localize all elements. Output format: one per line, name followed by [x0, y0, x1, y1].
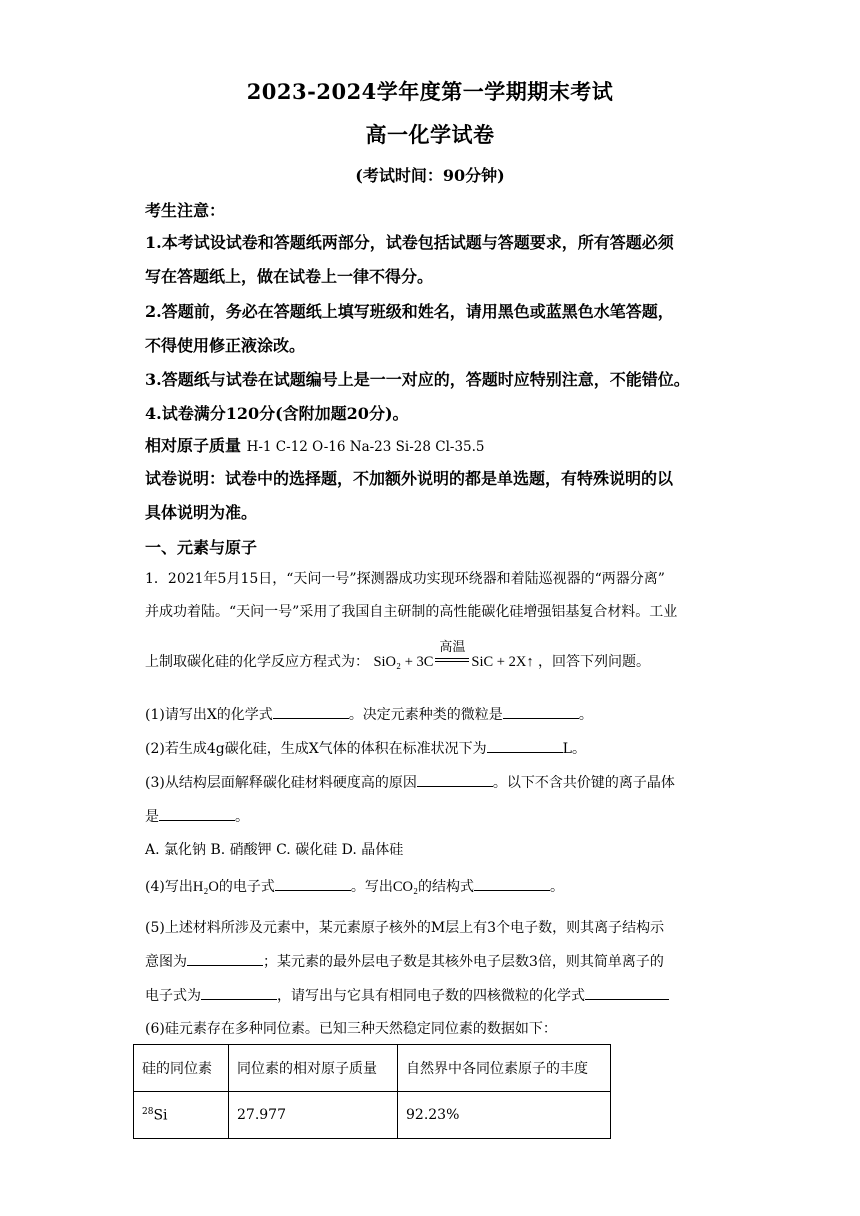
p5-text-c: 电子式为	[145, 988, 201, 1004]
table-row	[134, 1092, 611, 1139]
table-header-cell: 自然界中各同位素原子的丰度	[398, 1045, 611, 1092]
answer-blank[interactable]	[275, 876, 351, 891]
p5-text-a: 意图为	[145, 954, 187, 970]
section-heading: 一、元素与原子	[145, 538, 258, 557]
equation-left: SiO₂ + 3C	[373, 654, 434, 670]
q1-options: A. 氯化钠 B. 硝酸钾 C. 碳化硅 D. 晶体硅	[145, 842, 404, 858]
exam-title: 2023-2024学年度第一学期期末考试	[246, 79, 614, 104]
exam-time: (考试时间：90分钟)	[355, 166, 505, 185]
p4-text-d: 的结构式	[418, 879, 475, 895]
p4-text-c: 。写出	[350, 879, 393, 895]
q1-part-5-line-2	[145, 951, 664, 971]
equation-arrow	[435, 658, 469, 662]
element-symbol: Si	[153, 1107, 168, 1124]
p1-text-b: 。决定元素种类的微粒是	[348, 707, 503, 723]
notice-item-1-line-1: 1.本考试设试卷和答题纸两部分，试卷包括试题与答题要求，所有答题必须	[145, 233, 674, 252]
h2o-formula: H₂O	[192, 879, 219, 895]
table-header-cell: 同位素的相对原子质量	[229, 1045, 398, 1092]
mass-number: 28	[142, 1106, 154, 1117]
answer-blank[interactable]	[417, 772, 493, 787]
explain-line-1: 试卷说明：试卷中的选择题，不加额外说明的都是单选题，有特殊说明的以	[145, 469, 674, 488]
notice-heading: 考生注意：	[145, 201, 226, 220]
co2-formula: CO₂	[392, 879, 419, 895]
p1-text-c: 。	[578, 707, 593, 723]
q1-line-3-prefix: 上制取碳化硅的化学反应方程式为：	[145, 654, 369, 670]
table-cell-isotope	[134, 1092, 229, 1139]
answer-blank[interactable]	[503, 704, 579, 719]
q1-part-5-line-3	[145, 985, 669, 1005]
answer-blank[interactable]	[187, 951, 263, 966]
equation-right: SiC + 2X↑	[471, 654, 534, 670]
table-cell-abundance: 92.23%	[398, 1092, 611, 1139]
notice-item-3: 3.答题纸与试卷在试题编号上是一一对应的，答题时应特别注意，不能错位。	[145, 370, 690, 389]
table-cell-mass: 27.977	[229, 1092, 398, 1139]
p5-text-d: ，请写出与它具有相同电子数的四核微粒的化学式	[277, 988, 585, 1004]
q1-part-6: (6)硅元素存在多种同位素。已知三种天然稳定同位素的数据如下：	[145, 1021, 557, 1037]
notice-item-2-line-1: 2.答题前，务必在答题纸上填写班级和姓名，请用黑色或蓝黑色水笔答题，	[145, 302, 674, 321]
explain-line-2: 具体说明为准。	[145, 503, 258, 522]
q1-line-1: 1．2021年5月15日，“天问一号”探测器成功实现环绕器和着陆巡视器的“两器分离”	[145, 571, 665, 587]
atomic-mass-line	[145, 433, 485, 456]
answer-blank[interactable]	[201, 985, 277, 1000]
q1-part-4	[145, 876, 564, 896]
p2-text-b: L。	[562, 741, 586, 757]
exam-subtitle: 高一化学试卷	[365, 122, 495, 147]
q1-line-3-suffix: ，回答下列问题。	[538, 654, 651, 670]
notice-item-1-line-2: 写在答题纸上，做在试卷上一律不得分。	[145, 267, 434, 286]
atomic-mass-label: 相对原子质量	[145, 436, 242, 455]
chemical-equation	[373, 639, 534, 671]
table-header-cell: 硅的同位素	[134, 1045, 229, 1092]
table-header-row	[134, 1045, 611, 1092]
equation-condition: 高温	[439, 639, 466, 654]
p3-text-b: 。以下不含共价键的离子晶体	[492, 775, 675, 791]
q1-part-3-line-1	[145, 772, 675, 792]
answer-blank[interactable]	[273, 704, 349, 719]
answer-blank[interactable]	[487, 738, 563, 753]
answer-blank[interactable]	[474, 876, 550, 891]
isotope-table	[133, 1044, 611, 1139]
q1-line-2: 并成功着陆。“天问一号”采用了我国自主研制的高性能碳化硅增强铝基复合材料。工业	[145, 604, 678, 620]
p4-text-a: (4)写出	[145, 879, 193, 895]
answer-blank[interactable]	[159, 806, 235, 821]
atomic-mass-values: H-1 C-12 O-16 Na-23 Si-28 Cl-35.5	[246, 439, 485, 455]
q1-part-1	[145, 704, 593, 724]
q1-part-5-line-1: (5)上述材料所涉及元素中，某元素原子核外的M层上有3个电子数，则其离子结构示	[145, 920, 665, 936]
answer-blank[interactable]	[585, 985, 669, 1000]
p3-text-a: (3)从结构层面解释碳化硅材料硬度高的原因	[145, 775, 417, 791]
p4-text-b: 的电子式	[218, 879, 275, 895]
p3-text-c: 是	[145, 809, 159, 825]
q1-part-2	[145, 738, 586, 758]
p4-text-e: 。	[550, 879, 565, 895]
notice-item-4: 4.试卷满分120分(含附加题20分)。	[145, 404, 409, 423]
p2-text-a: (2)若生成4g碳化硅，生成X气体的体积在标准状况下为	[145, 741, 487, 757]
notice-item-2-line-2: 不得使用修正液涂改。	[145, 336, 306, 355]
q1-line-3	[145, 639, 651, 671]
q1-part-3-line-2	[145, 806, 249, 826]
p3-text-d: 。	[235, 809, 249, 825]
p1-text-a: (1)请写出X的化学式	[145, 707, 273, 723]
p5-text-b: ；某元素的最外层电子数是其核外电子层数3倍，则其简单离子的	[263, 954, 664, 970]
